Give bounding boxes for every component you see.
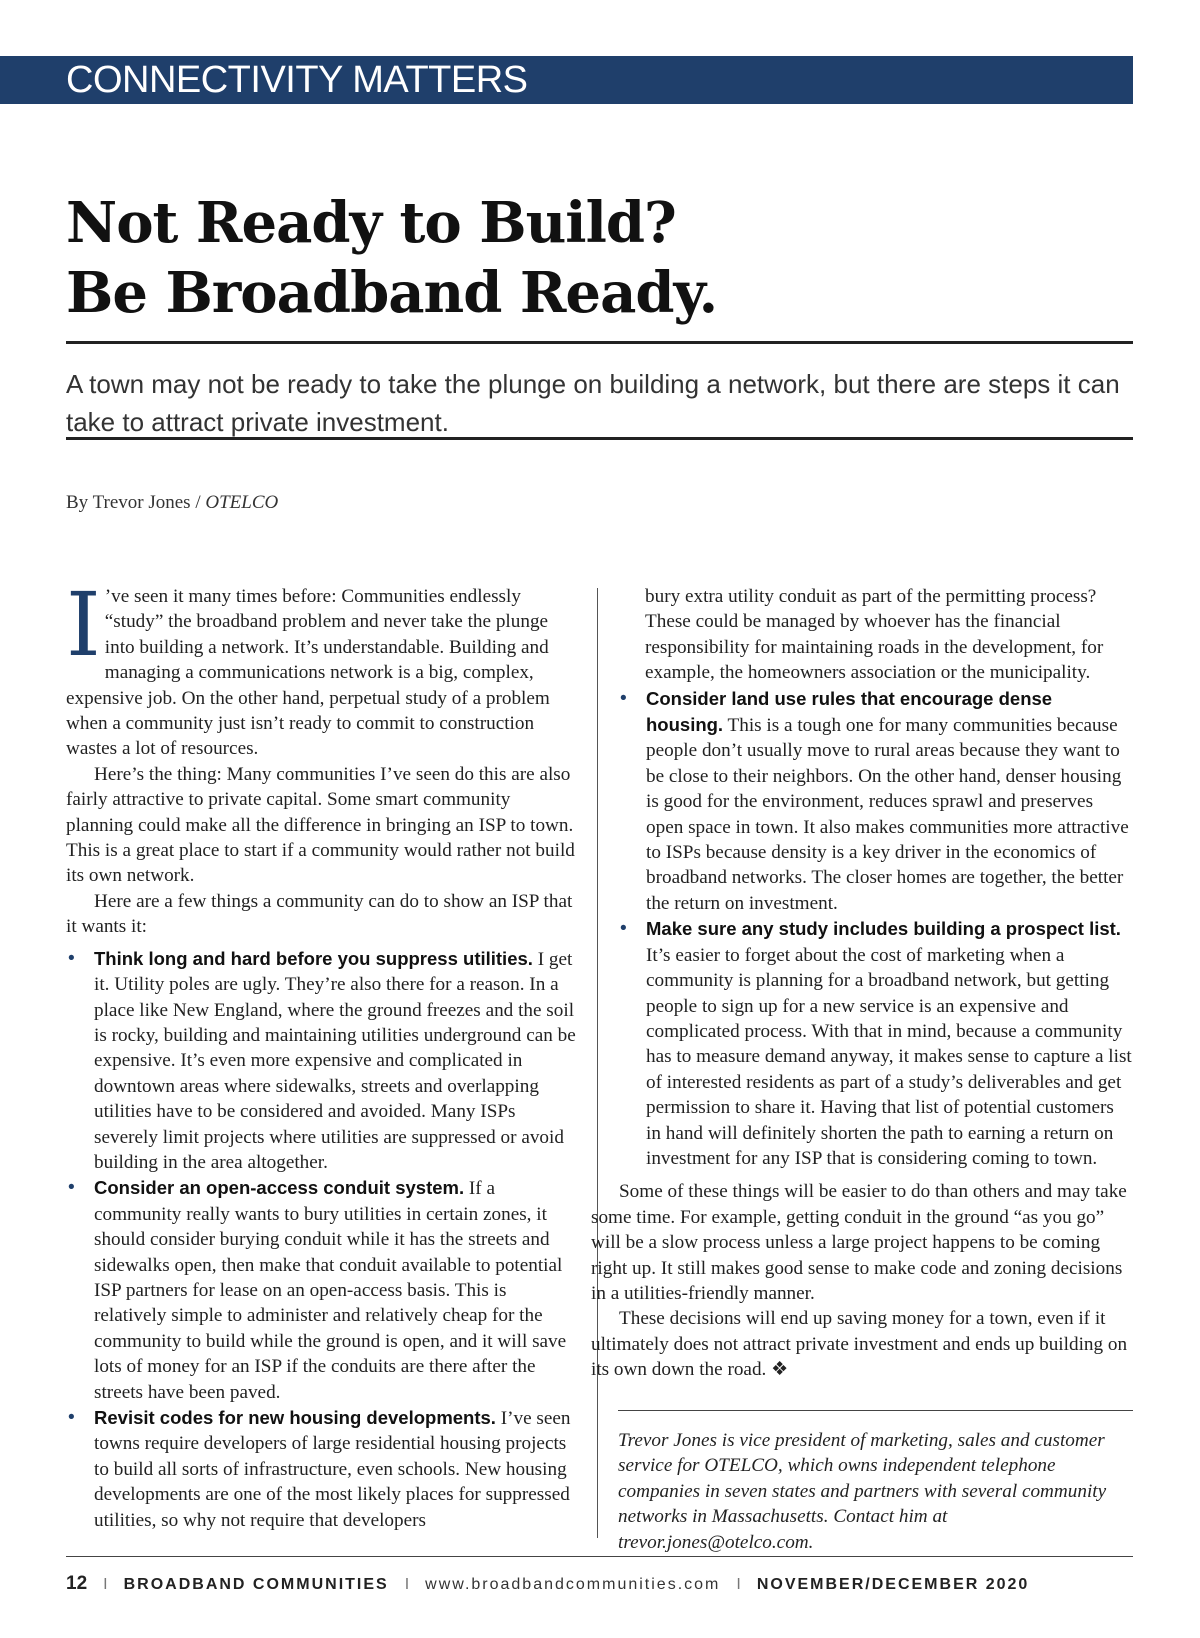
magazine-url: www.broadbandcommunities.com bbox=[425, 1576, 721, 1593]
byline-org: OTELCO bbox=[205, 492, 279, 513]
byline bbox=[66, 492, 278, 514]
headline-line-1: Not Ready to Build? bbox=[66, 190, 676, 256]
bullet-list bbox=[66, 946, 578, 1533]
intro-text: ’ve seen it many times before: Communities endlessly “study” the broadband problem and never take the plunge into building a network. It’s understandable. Building and managing a communications network is a big, complex, expensive job. On the other hand, perpetual study of a problem when a community just isn’t ready to commit to construction wastes a lot of resources. bbox=[66, 586, 550, 760]
body-paragraph: These decisions will end up saving money for a town, even if it ultimately does not attract private investment and ends up building on its own down the road. ❖ bbox=[591, 1308, 1128, 1381]
column-divider bbox=[597, 588, 598, 1538]
footer-separator: I bbox=[736, 1576, 741, 1593]
bullet-item bbox=[66, 946, 578, 1176]
bio-rule bbox=[618, 1410, 1133, 1411]
bullet-text: If a community really wants to bury utilities in certain zones, it should consider burying conduit while it has the streets and sidewalks open, then make that conduit available to potential ISP partners for lease on an open-access basis. This is relatively simple to administer and relatively cheap for the community to build while the ground is open, and it will save lots of money for an ISP if the conduits are there after the streets have been paved. bbox=[94, 1178, 567, 1403]
intro-paragraph bbox=[66, 573, 578, 762]
bullet-icon: • bbox=[620, 687, 627, 709]
left-column bbox=[66, 573, 578, 1533]
deck-bottom-rule bbox=[66, 437, 1133, 440]
bullet-icon: • bbox=[68, 947, 75, 969]
bullet-item bbox=[66, 1175, 578, 1405]
continued-text: bury extra utility conduit as part of the permitting process? These could be managed by whoever has the financial responsibility for maintaining roads in the development, for example, the homeowners association or the municipality. bbox=[645, 586, 1104, 684]
byline-author: By Trevor Jones / bbox=[66, 492, 206, 513]
headline bbox=[66, 188, 1126, 328]
deck: A town may not be ready to take the plunge on building a network, but there are steps it can take to attract private investment. bbox=[66, 369, 1120, 437]
bullet-lead: Make sure any study includes building a prospect list. bbox=[646, 918, 1121, 940]
footer-separator: I bbox=[103, 1576, 108, 1593]
bullet-text: It’s easier to forget about the cost of marketing when a community is planning for a broadband network, but getting people to sign up for a new service is an expensive and complicated process. With that in mind, because a community has to measure demand anyway, it makes sense to capture a list of interested residents as part of a study’s deliverables and get permission to share it. Having that list of potential customers in hand will definitely shorten the path to earning a return on investment for any ISP that is considering coming to town. bbox=[646, 944, 1132, 1169]
body-paragraph: Some of these things will be easier to do than others and may take some time. For example, getting conduit in the ground “as you go” will be a slow process unless a large project happens to be coming right up. It still makes good sense to make code and zoning decisions in a utilities-friendly manner. bbox=[591, 1181, 1127, 1304]
bullet-item bbox=[618, 916, 1133, 1171]
page-number: 12 bbox=[66, 1573, 88, 1594]
footer-separator: I bbox=[404, 1576, 410, 1593]
issue-date: NOVEMBER/DECEMBER 2020 bbox=[756, 1576, 1030, 1593]
bullet-lead: Think long and hard before you suppress utilities. bbox=[94, 947, 533, 969]
bullet-lead: Revisit codes for new housing developments. bbox=[94, 1407, 496, 1428]
bullet-text: This is a tough one for many communities because people don’t usually move to rural areas because they want to be close to their neighbors. On the other hand, denser housing is good for the environment, reduces sprawl and preserves open space in town. It also makes communities more attractive to ISPs because density is a key driver in the economics of broadband networks. The closer homes are together, the better the return on investment. bbox=[646, 715, 1129, 914]
footer bbox=[66, 1573, 1029, 1595]
body-paragraph: Here are a few things a community can do to show an ISP that it wants it: bbox=[66, 890, 573, 938]
deck-top-rule bbox=[66, 341, 1133, 344]
bullet-lead: Consider land use rules that encourage dense housing. bbox=[646, 687, 1053, 736]
bullet-item bbox=[618, 686, 1133, 917]
bullet-text: I’ve seen towns require developers of large residential housing projects to build all sorts of infrastructure, even schools. New housing developments are one of the most likely places for suppressed utilities, so why not require that developers bbox=[94, 1408, 571, 1531]
bullet-icon: • bbox=[68, 1407, 75, 1428]
bullet-text: I get it. Utility poles are ugly. They’re also there for a reason. In a place like New England, where the ground freezes and the soil is rocky, building and maintaining utilities underground can be expensive. It’s even more expensive and complicated in downtown areas where sidewalks, streets and overlapping utilities have to be considered and avoided. Many ISPs severely limit projects where utilities are suppressed or avoid building in the area altogether. bbox=[94, 948, 576, 1173]
bullet-icon: • bbox=[620, 918, 627, 940]
body-paragraph: Here’s the thing: Many communities I’ve seen do this are also fairly attractive to private capital. Some smart community planning could make all the difference in bringing an ISP to town. This is a great place to start if a community would rather not build its own network. bbox=[66, 763, 575, 887]
bullet-icon: • bbox=[68, 1177, 75, 1199]
magazine-name: BROADBAND COMMUNITIES bbox=[123, 1576, 389, 1593]
bullet-item bbox=[66, 1405, 578, 1533]
footer-rule bbox=[66, 1556, 1133, 1557]
section-header: CONNECTIVITY MATTERS bbox=[0, 56, 1133, 104]
headline-line-2: Be Broadband Ready. bbox=[66, 260, 718, 326]
right-column bbox=[591, 584, 1133, 1383]
author-bio: Trevor Jones is vice president of marketing, sales and customer service for OTELCO, which owns independent telephone companies in seven states and partners with several community networks in Massachusetts. Contact him at trevor.jones@otelco.com. bbox=[618, 1430, 1107, 1553]
drop-cap: I bbox=[66, 573, 101, 676]
bullet-list bbox=[618, 686, 1133, 1172]
bullet-lead: Consider an open-access conduit system. bbox=[94, 1177, 465, 1199]
